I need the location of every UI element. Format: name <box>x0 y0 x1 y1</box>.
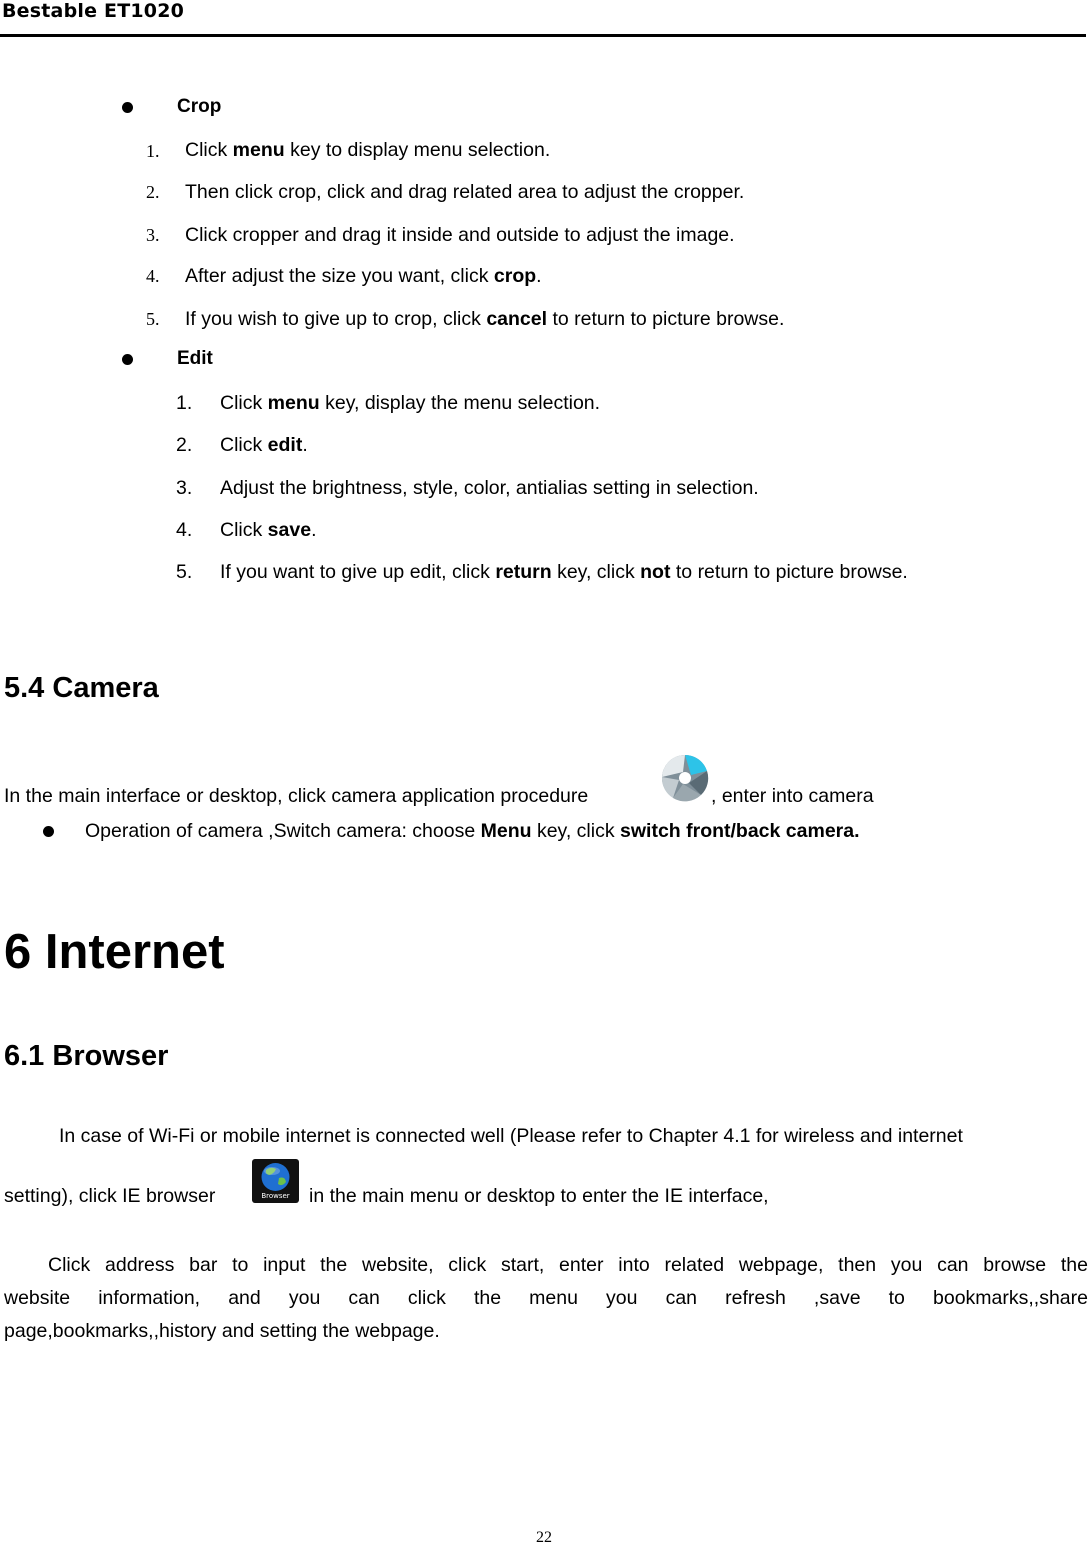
crop-step-1: Click menu key to display menu selection. <box>185 139 551 161</box>
camera-app-icon <box>657 753 711 803</box>
crop-step-1-num: 1. <box>146 141 160 161</box>
globe-icon <box>252 1161 299 1195</box>
edit-step-1-num: 1. <box>176 392 193 414</box>
edit-step-4-num: 4. <box>176 519 193 541</box>
camera-bullet-icon <box>43 826 54 837</box>
browser-para1-line1: In case of Wi-Fi or mobile internet is connected well (Please refer to Chapter 4.1 for wireless and internet <box>59 1125 963 1147</box>
camera-bullet-text: Operation of camera ,Switch camera: choose Menu key, click switch front/back camera. <box>85 820 860 842</box>
camera-intro-post: , enter into camera <box>711 785 874 807</box>
header-brand <box>2 0 184 22</box>
edit-title: Edit <box>177 348 213 369</box>
browser-para1-line2-post: in the main menu or desktop to enter the IE interface, <box>309 1185 769 1207</box>
browser-para2-line2: website information, and you can click the menu you can refresh ,save to bookmarks,,share <box>4 1287 1088 1309</box>
internet-heading: 6 Internet <box>4 925 225 979</box>
edit-step-3: Adjust the brightness, style, color, antialias setting in selection. <box>220 477 759 499</box>
browser-heading: 6.1 Browser <box>4 1040 169 1072</box>
page-number: 22 <box>536 1529 552 1546</box>
crop-step-2-num: 2. <box>146 182 160 202</box>
edit-bullet-icon <box>122 354 133 365</box>
edit-step-5: If you want to give up edit, click return key, click not to return to picture browse. <box>220 561 908 583</box>
browser-para2-line1: Click address bar to input the website, click start, enter into related webpage, then you can browse the <box>48 1254 1088 1276</box>
browser-para1-line2-pre: setting), click IE browser <box>4 1185 216 1207</box>
browser-app-icon <box>252 1159 299 1203</box>
edit-step-2: Click edit. <box>220 434 308 456</box>
crop-step-4-num: 4. <box>146 266 160 286</box>
header-rule <box>0 34 1086 37</box>
crop-bullet-icon <box>122 102 133 113</box>
edit-step-5-num: 5. <box>176 561 193 583</box>
crop-title: Crop <box>177 96 222 117</box>
camera-heading: 5.4 Camera <box>4 672 159 704</box>
edit-step-1: Click menu key, display the menu selection. <box>220 392 601 414</box>
crop-step-5: If you wish to give up to crop, click cancel to return to picture browse. <box>185 308 785 330</box>
edit-step-4: Click save. <box>220 519 317 541</box>
model-name: ET1020 <box>104 0 185 22</box>
edit-step-2-num: 2. <box>176 434 193 456</box>
crop-step-5-num: 5. <box>146 309 160 329</box>
browser-para2-line3: page,bookmarks,,history and setting the webpage. <box>4 1320 440 1342</box>
camera-intro-pre: In the main interface or desktop, click camera application procedure <box>4 785 589 807</box>
browser-icon-label: Browser <box>261 1192 290 1200</box>
edit-step-3-num: 3. <box>176 477 193 499</box>
crop-step-3: Click cropper and drag it inside and outside to adjust the image. <box>185 224 735 246</box>
crop-step-4: After adjust the size you want, click crop. <box>185 265 542 287</box>
brand-name: Bestable <box>2 0 98 22</box>
crop-step-2: Then click crop, click and drag related area to adjust the cropper. <box>185 181 745 203</box>
crop-step-3-num: 3. <box>146 225 160 245</box>
